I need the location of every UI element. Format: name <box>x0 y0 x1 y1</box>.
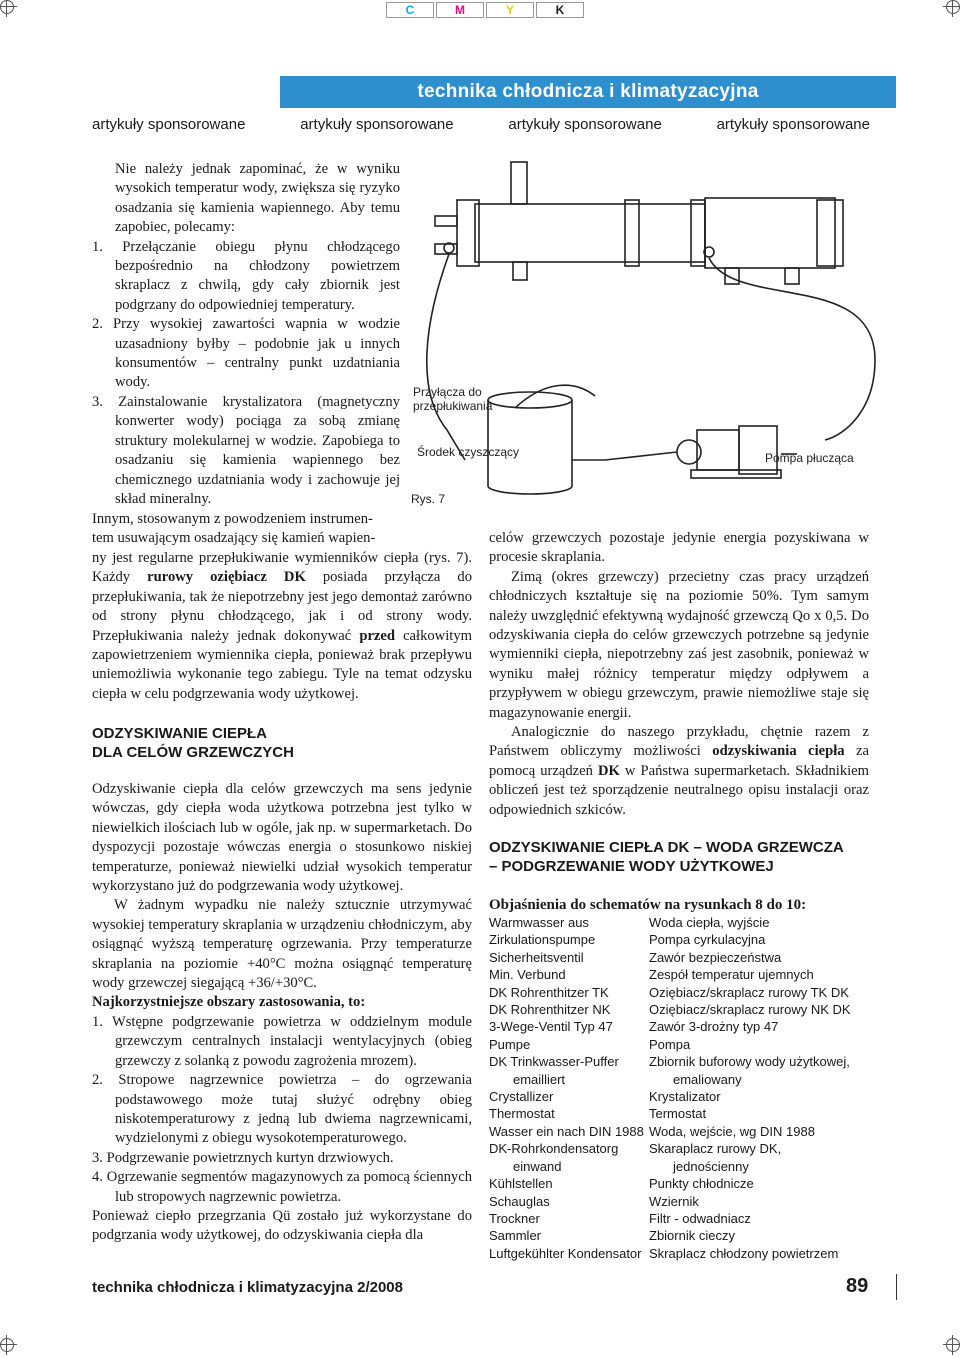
emphasis-text: DK <box>597 762 620 779</box>
black-swatch: K <box>536 2 584 18</box>
text-run: całkowitym zapowietrzeniem wymiennika ciepła, ponieważ brak przepływu uniemożliwia wykonanie tego zabiegu. Tyle na temat odzysku ciepła w celu podgrzewania wody użytkowej. <box>92 627 472 702</box>
legend-term-pl: Skraplacz chłodzony powietrzem <box>649 1245 839 1261</box>
pump-connection <box>572 452 677 460</box>
legend-term-pl: Pompa <box>649 1036 691 1052</box>
text-run: posiada przyłącza do przepłukiwania, tak że niepotrzebny jest jego demontaż zarówno od strony płynu chłodzącego, jak i od strony wody. Przepłukiwania należy jednak dokonywać <box>92 569 472 644</box>
sponsored-label: artykuły sponsorowane <box>300 116 454 133</box>
journal-banner: technika chłodnicza i klimatyzacyjna <box>280 76 896 108</box>
exchanger-inlet <box>435 216 457 226</box>
legend-term-pl: Wziernik <box>649 1193 699 1209</box>
exchanger-shell-end <box>705 198 835 268</box>
exchanger-stub <box>511 162 527 204</box>
list-item: 1. Przełączanie obiegu płynu chłodzącego bezpośrednio na chłodzony powietrzem skraplacz z chwilą, gdy cały zbiornik jest podgrzany do odpowiedniej temperatury. <box>92 238 400 313</box>
label-flush-connections-2: przepłukiwania <box>413 399 493 413</box>
list-item: 3. Zainstalowanie krystalizatora (magnetyczny konwerter wody) pociąga za sobą zmianę struktury molekularnej w wodzie. Zapobiega to osadzaniu się kamienia wapiennego bez chemicznego uzdatniania wody i zachowuje jej skład mineralny. <box>92 393 400 507</box>
magenta-swatch: M <box>436 2 484 18</box>
legend-row <box>489 966 869 983</box>
legend-row <box>489 1210 869 1227</box>
heating-section-text <box>92 780 472 1246</box>
flushing-hose <box>709 258 875 440</box>
flushing-paragraph <box>92 549 472 704</box>
text-paragraph: celów grzewczych pozostaje jedynie energia pozyskiwana w procesie skraplania. <box>489 530 869 566</box>
legend-title: Objaśnienia do schematów na rysunkach 8 do 10: <box>489 897 807 913</box>
legend-term-de: Luftgekühlter Kondensator <box>489 1245 642 1261</box>
legend-term-de: emailliert <box>513 1071 566 1087</box>
legend-row <box>489 1123 869 1140</box>
legend-term-pl: Zawór 3-drożny typ 47 <box>649 1019 779 1035</box>
legend-row <box>489 1158 869 1175</box>
emphasis-text: przed <box>359 627 395 644</box>
text-paragraph: Zimą (okres grzewczy) przecietny czas pracy urządzeń chłodniczych kształtuje się na poziomie 50%. Tym samym należy uwzględnić efektywną wydajność grzewczą Qo x 0,5. Do odzyskiwania ciepła do celów grzewczych potrzebne są jedynie wymienniki ciepła, niepotrzebny zaś jest zasobnik, ponieważ w wyniku małej różnicy temperatur między odpływem a przypływem w obiegu grzewczym, prawie niemożliwe staje się magazynowanie energii. <box>489 568 869 721</box>
legend-term-pl: Zbiornik cieczy <box>649 1228 735 1244</box>
legend-term-de: Kühlstellen <box>489 1176 553 1192</box>
list-item: 2. Stropowe nagrzewnice powietrza – do ogrzewania podstawowego może tutaj służyć odrębny obieg niskotemperaturowy z jedną lub dwiema nagrzewnicami, wydzielonymi z obiegu wysokotemperaturowego. <box>92 1072 472 1147</box>
legend-term-pl: Zbiornik buforowy wody użytkowej, <box>649 1054 850 1070</box>
legend-term-de: Crystallizer <box>489 1089 554 1105</box>
legend-term-de: Thermostat <box>489 1106 555 1122</box>
heading-line: – PODGRZEWANIE WODY UŻYTKOWEJ <box>489 858 774 875</box>
sponsored-label: artykuły sponsorowane <box>508 116 662 133</box>
cleaner-tank <box>488 486 572 494</box>
legend-term-pl: Krystalizator <box>649 1089 721 1105</box>
legend-term-pl: jednościenny <box>673 1158 749 1174</box>
section-heading <box>489 838 873 876</box>
legend-term-de: 3-Wege-Ventil Typ 47 <box>489 1019 613 1035</box>
legend-term-pl: Punkty chłodnicze <box>649 1176 754 1192</box>
figure-caption: Rys. 7 <box>411 492 446 506</box>
legend-row <box>489 984 869 1001</box>
legend-row <box>489 1105 869 1122</box>
legend-row <box>489 1088 869 1105</box>
cleaner-tank-top <box>488 392 572 408</box>
legend-row <box>489 1001 869 1018</box>
sponsored-strip <box>92 116 870 134</box>
exchanger-flange <box>817 200 843 266</box>
heading-line: ODZYSKIWANIE CIEPŁA DK – WODA GRZEWCZA <box>489 839 844 856</box>
exchanger-leg <box>785 268 799 284</box>
text-run: za pomocą urządzeń <box>489 743 870 779</box>
emphasis-text: odzyskiwania ciepła <box>712 743 845 760</box>
registration-mark-icon <box>946 0 960 14</box>
page-number: 89 <box>846 1275 869 1297</box>
legend-term-pl: Oziębiacz/skraplacz rurowy NK DK <box>649 1002 851 1018</box>
text-paragraph <box>489 723 869 820</box>
legend-row <box>489 1018 869 1035</box>
legend-row <box>489 1175 869 1192</box>
cmyk-color-bar <box>386 2 586 18</box>
legend-term-de: Wasser ein nach DIN 1988 <box>489 1123 644 1139</box>
legend-term-pl: Woda, wejście, wg DIN 1988 <box>649 1123 815 1139</box>
legend-row <box>489 1227 869 1244</box>
legend-term-de: DK Trinkwasser-Puffer <box>489 1054 619 1070</box>
registration-mark-icon <box>0 0 14 14</box>
legend-term-pl: Zawór bezpieczeństwa <box>649 949 782 965</box>
legend-term-pl: Termostat <box>649 1106 707 1122</box>
sponsored-label: artykuły sponsorowane <box>716 116 870 133</box>
pump-body <box>697 430 739 470</box>
text-run: ny jest regularne przepłukiwanie wymienników ciepła (rys. 7). Każdy <box>92 550 472 586</box>
journal-footer: technika chłodnicza i klimatyzacyjna 2/2008 <box>92 1279 403 1296</box>
legend-term-de: DK Rohrenthitzer TK <box>489 984 609 1000</box>
flushing-hose <box>427 254 465 460</box>
list-item: 2. Przy wysokiej zawartości wapnia w wodzie uzasadniony byłby – podobnie jak u innych konsumentów – centralny punkt uzdatniania wody. <box>92 316 400 391</box>
registration-mark-icon <box>946 1338 960 1352</box>
cyan-swatch: C <box>386 2 434 18</box>
legend-term-de: Pumpe <box>489 1036 531 1052</box>
subheading: Najkorzystniejsze obszary zastosowania, to: <box>92 994 366 1011</box>
legend-term-pl: Zespół temperatur ujemnych <box>649 967 814 983</box>
emphasis-text: rurowy oziębiacz DK <box>147 569 306 586</box>
legend-term-pl: Oziębiacz/skraplacz rurowy TK DK <box>649 984 849 1000</box>
wide-text-lines <box>92 510 472 549</box>
pump-motor <box>739 426 777 474</box>
legend-term-de: DK-Rohrkondensatorg <box>489 1141 619 1157</box>
intro-text-block <box>92 160 400 509</box>
legend-row <box>489 1140 869 1157</box>
figure-rys-7 <box>405 160 896 520</box>
legend-term-de: Sicherheitsventil <box>489 949 584 965</box>
sponsored-label: artykuły sponsorowane <box>92 116 246 133</box>
registration-mark-icon <box>0 1338 14 1352</box>
legend-term-de: Min. Verbund <box>489 967 566 983</box>
yellow-swatch: Y <box>486 2 534 18</box>
legend-term-pl: Woda ciepła, wyjście <box>649 915 770 930</box>
text-paragraph <box>92 549 472 704</box>
exchanger-flange <box>691 200 705 266</box>
legend-row <box>489 1193 869 1210</box>
legend-term-pl: Pompa cyrkulacyjna <box>649 932 766 948</box>
legend-row <box>489 1245 869 1262</box>
exchanger-shell <box>475 204 705 262</box>
label-flush-pump: Pompa płucząca <box>765 451 854 465</box>
legend-term-de: Warmwasser aus <box>489 915 589 930</box>
text-paragraph: W żadnym wypadku nie należy sztucznie utrzymywać wysokiej temperatury skraplania w urządzeniu chłodniczym, aby osiągnąć wyższą temperaturę ogrzewania. Przy temperaturze skraplania na poziomie +40°C można osiągnąć temperaturę wody grzewczej siegającą +36/+30°C. <box>92 897 472 992</box>
legend-term-de: DK Rohrenthitzer NK <box>489 1002 611 1018</box>
heading-line: ODZYSKIWANIE CIEPŁA <box>92 725 268 742</box>
text-paragraph: Odzyskiwanie ciepła dla celów grzewczych ma sens jedynie wówczas, gdy ciepła woda użytkowa potrzebna jest tylko w niewielkich ilościach lub w ogóle, jak np. w supermarketach. Do dyspozycji pozostaje wówczas energia o stosunkowo niskiej temperaturze, ponieważ niewielki udział wysokich temperatur wykorzystano już do podgrzewania wody użytkowej. <box>92 781 472 895</box>
list-item: 1. Wstępne podgrzewanie powietrza w oddzielnym module grzewczym centralnych instalacji wentylacyjnych (obieg grzewczy z solanką z powodu zagrożenia mrozem). <box>92 1013 472 1069</box>
footer-divider <box>896 1274 897 1300</box>
exchanger-flange <box>625 200 639 266</box>
legend-term-de: Trockner <box>489 1210 540 1226</box>
legend-term-de: Schauglas <box>489 1193 550 1209</box>
legend-row <box>489 1071 869 1088</box>
right-column-text <box>489 529 869 820</box>
intro-paragraph: Nie należy jednak zapominać, że w wyniku wysokich temperatur wody, zwiększa się ryzyko osadzania się kamienia wapiennego. Aby temu zapobiec, polecamy: <box>115 161 400 236</box>
text-line: Innym, stosowanym z powodzeniem instrumen- <box>92 511 373 527</box>
legend-row <box>489 1053 869 1070</box>
section-heading <box>92 724 472 762</box>
flushing-hose <box>515 385 595 408</box>
label-cleaning-agent: Środek czyszczący <box>417 445 520 459</box>
legend-term-de: einwand <box>513 1158 562 1174</box>
list-item: 4. Ogrzewanie segmentów magazynowych za pomocą ściennych lub stropowych nagrzewnic powietrza. <box>92 1169 472 1205</box>
label-flush-connections: Przyłącza do <box>413 385 482 399</box>
legend-term-de: Zirkulationspumpe <box>489 932 596 948</box>
heading-line: DLA CELÓW GRZEWCZYCH <box>92 744 294 761</box>
legend-term-pl: emaliowany <box>673 1071 742 1087</box>
list-item: 3. Podgrzewanie powietrznych kurtyn drzwiowych. <box>92 1149 394 1166</box>
legend-row <box>489 1036 869 1053</box>
exchanger-leg <box>513 262 527 280</box>
legend-table <box>489 914 869 1262</box>
legend-row <box>489 949 869 966</box>
legend-term-pl: Skaraplacz rurowy DK, <box>649 1141 782 1157</box>
legend-term-pl: Filtr - odwadniacz <box>649 1210 751 1226</box>
text-run: w Państwa supermarketach. Składnikiem obliczeń jest też sporządzenie neutralnego opisu instalacji oraz odpowiednich szkiców. <box>489 762 870 818</box>
text-paragraph: Ponieważ ciepło przegrzania Qü zostało już wykorzystane do podgrzania wody użytkowej, do odzyskiwania ciepła dla <box>92 1207 472 1244</box>
legend-term-de: Sammler <box>489 1228 542 1244</box>
legend-row <box>489 914 869 931</box>
text-line: tem usuwającym osadzający się kamień wapien- <box>92 530 376 547</box>
legend-row <box>489 931 869 948</box>
text-run: Analogicznie do naszego przykładu, chętnie razem z Państwem obliczymy możliwości <box>489 724 869 760</box>
